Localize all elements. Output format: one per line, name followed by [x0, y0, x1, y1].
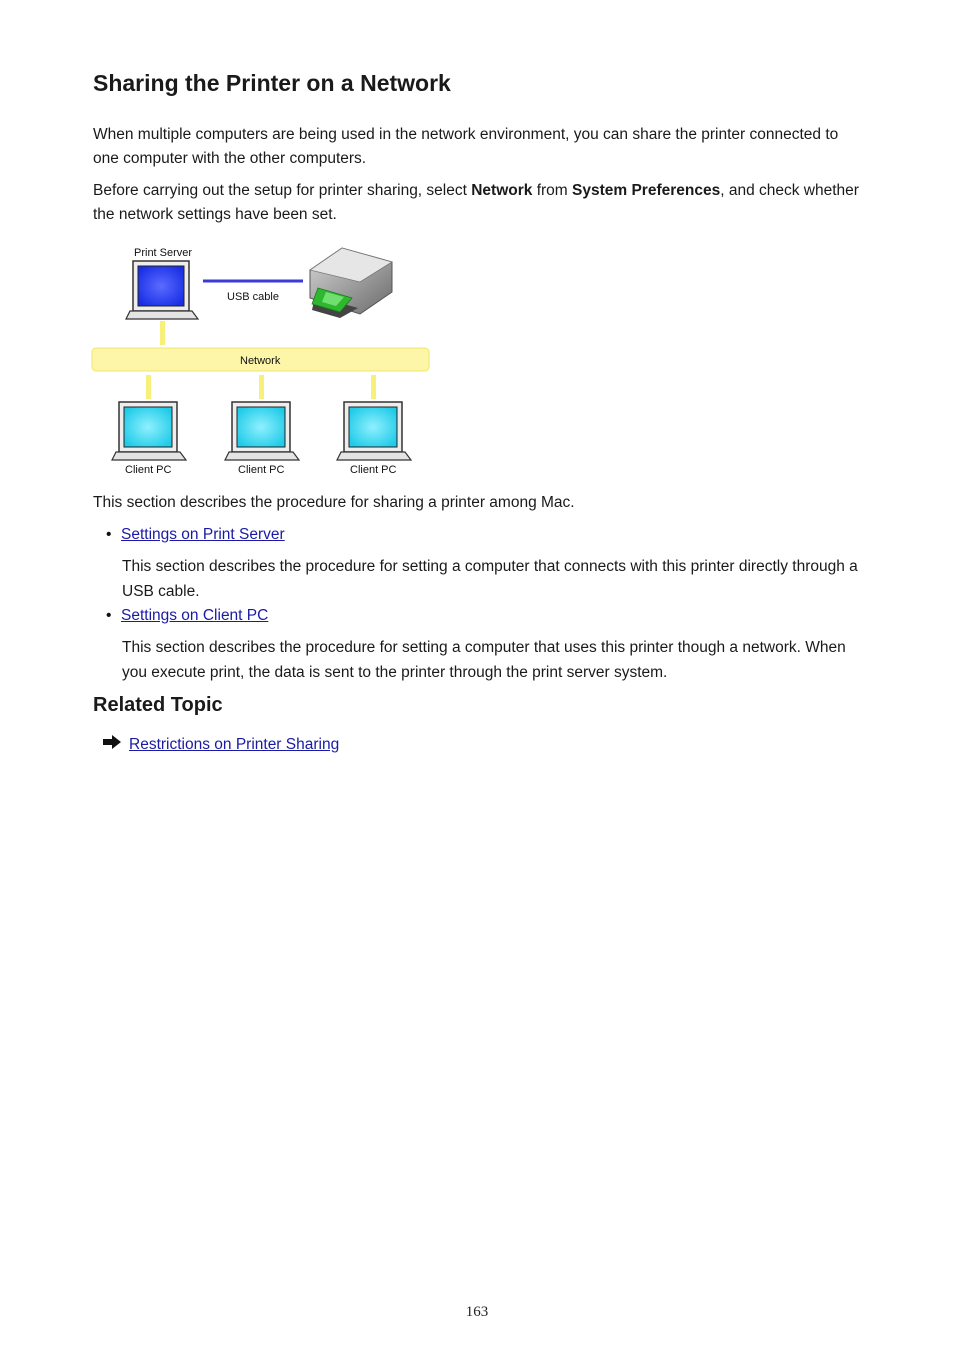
client-pc-label-2: Client PC — [238, 464, 285, 476]
client-pc-label-1: Client PC — [125, 464, 172, 476]
network-sharing-diagram — [90, 240, 435, 485]
client-connector-1 — [146, 375, 151, 399]
settings-on-print-server-link[interactable]: Settings on Print Server — [121, 526, 285, 543]
printer-icon — [310, 248, 392, 318]
arrow-right-icon — [103, 734, 129, 756]
client-pc-icon-2 — [225, 402, 299, 460]
setup-text-a: Before carrying out the setup for printer sharing, select — [93, 182, 472, 199]
list-item — [106, 604, 268, 628]
server-network-connector — [160, 321, 165, 345]
bullet-marker: • — [106, 526, 112, 543]
system-preferences-term: System Preferences — [572, 182, 721, 199]
network-label: Network — [240, 355, 281, 367]
client-connector-2 — [259, 375, 264, 399]
intro-paragraph: When multiple computers are being used in the network environment, you can share the printer connected to one computer with the other computers. — [93, 126, 839, 167]
client-connector-3 — [371, 375, 376, 399]
print-server-computer-icon — [126, 261, 198, 319]
usb-cable-label: USB cable — [227, 291, 279, 303]
section-description: This section describes the procedure for sharing a printer among Mac. — [93, 494, 575, 511]
related-topic-heading: Related Topic — [93, 694, 223, 716]
page-title: Sharing the Printer on a Network — [93, 70, 451, 96]
client-pc-icon-3 — [337, 402, 411, 460]
client-pc-icon-1 — [112, 402, 186, 460]
client-pc-label-3: Client PC — [350, 464, 397, 476]
restrictions-on-printer-sharing-link[interactable]: Restrictions on Printer Sharing — [129, 736, 340, 754]
network-term: Network — [471, 182, 533, 199]
print-server-description: This section describes the procedure for setting a computer that connects with this printer directly through a USB cable. — [122, 558, 858, 600]
setup-text-b: from — [532, 182, 573, 199]
setup-text-c: , and check whether the network settings have been set. — [93, 182, 859, 223]
setup-paragraph — [93, 179, 863, 227]
client-pc-description: This section describes the procedure for setting a computer that uses this printer though a network. When you execute print, the data is sent to the printer through the print server system. — [122, 639, 846, 681]
related-topic-item — [103, 734, 339, 756]
list-item — [106, 523, 285, 547]
page-number: 163 — [465, 1304, 489, 1320]
print-server-label: Print Server — [134, 247, 193, 259]
settings-on-client-pc-link[interactable]: Settings on Client PC — [121, 607, 269, 624]
bullet-marker: • — [106, 607, 112, 624]
